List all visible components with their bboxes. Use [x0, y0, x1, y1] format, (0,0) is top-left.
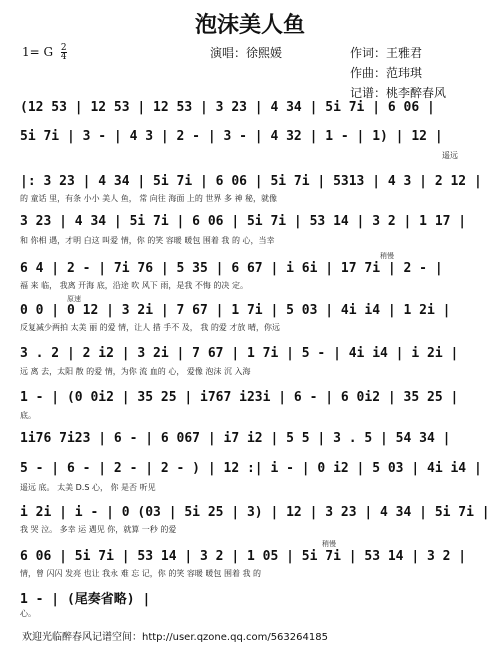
notation-row: i 2i | i - | 0 (03 | 5i 25 | 3) | 12 | 3 23 | 4 34 | 5i 7i |	[20, 505, 490, 520]
footer-note: 欢迎光临醉春风记谱空间：http://user.qzone.qq.com/563264185	[22, 632, 328, 643]
tempo-annotation: 原速	[67, 295, 81, 303]
notation-row: 3 . 2 | 2 i2 | 3 2i | 7 67 | 1 7i | 5 - | 4i i4 | i 2i |	[20, 346, 459, 361]
key-label: 1= G	[22, 45, 54, 59]
key-signature	[22, 44, 67, 61]
lyrics-row: 反复减少两拍 太美 丽 的爱 情，让人 措 手不 及， 我 的爱 才放 晴，你远	[20, 323, 280, 332]
time-top: 2	[60, 43, 67, 53]
notation-row: 1i76 7i23 | 6 - | 6 067 | i7 i2 | 5 5 | 3 . 5 | 54 34 |	[20, 431, 451, 446]
notation-row: 5 - | 6 - | 2 - | 2 - ) | 12 :| i - | 0 i2 | 5 03 | 4i i4 |	[20, 461, 482, 476]
notation-row: 1 - | (0 0i2 | 35 25 | i767 i23i | 6 - | 6 0i2 | 35 25 |	[20, 390, 459, 405]
lyrics-row: 远 离 去，太阳 散 的爱 情，为你 流 血的 心， 爱像 泡沫 沉 入海	[20, 367, 251, 376]
transcriber: 记谱：桃李醉春风	[350, 86, 447, 100]
notation-row: 1 - | (尾奏省略) |	[20, 592, 151, 607]
notation-row: 0 0 | 0 12 | 3 2i | 7 67 | 1 7i | 5 03 | 4i i4 | 1 2i |	[20, 303, 451, 318]
time-signature	[61, 44, 67, 61]
lyrics-row: 和 你相 遇，才明 白这 叫爱 情，你 的笑 容暖 暖包 围着 我 的 心，当幸	[20, 236, 275, 245]
notation-row: |: 3 23 | 4 34 | 5i 7i | 6 06 | 5i 7i | 5313 | 4 3 | 2 12 |	[20, 174, 482, 189]
notation-row: 3 23 | 4 34 | 5i 7i | 6 06 | 5i 7i | 53 14 | 3 2 | 1 17 |	[20, 214, 467, 229]
singer: 演唱：徐熙媛	[210, 46, 283, 60]
time-bottom: 4	[60, 52, 67, 62]
tempo-annotation: 稍慢	[322, 540, 336, 548]
composer: 作曲：范玮琪	[350, 66, 423, 80]
notation-row: 6 06 | 5i 7i | 53 14 | 3 2 | 1 05 | 5i 7i | 53 14 | 3 2 |	[20, 549, 467, 564]
notation-row: 5i 7i | 3 - | 4 3 | 2 - | 3 - | 4 32 | 1 - | 1) | 12 |	[20, 129, 443, 144]
lyrics-row: 遥远 底。 太美 D.S 心， 你 是否 听见	[20, 483, 156, 492]
lyrics-row: 心。	[20, 609, 36, 618]
lyrics-row: 福 来 临， 我离 开海 底，沿途 吹 风下 雨，是我 不悔 的决 定。	[20, 281, 248, 290]
lyrics-row: 情，曾 闪闪 发亮 也让 我永 难 忘 记，你 的笑 容暖 暖包 围着 我 的	[20, 569, 262, 578]
notation-row: (12 53 | 12 53 | 12 53 | 3 23 | 4 34 | 5i 7i | 6 06 |	[20, 100, 435, 115]
song-title: 泡沫美人鱼	[194, 12, 305, 38]
lyrics-row: 我 哭 泣。 多幸 运 遇见 你，就算 一秒 的爱	[20, 525, 177, 534]
lyricist: 作词：王雅君	[350, 46, 423, 60]
lyrics-row: 底。	[20, 411, 36, 420]
lyrics-row: 遥远	[442, 151, 458, 160]
lyrics-row: 的 童话 里，有条 小小 美人 鱼， 常 向往 海面 上的 世界 多 神 秘，就像	[20, 194, 278, 203]
tempo-annotation: 稍慢	[380, 252, 394, 260]
notation-row: 6 4 | 2 - | 7i 76 | 5 35 | 6 67 | i 6i | 17 7i | 2 - |	[20, 261, 443, 276]
